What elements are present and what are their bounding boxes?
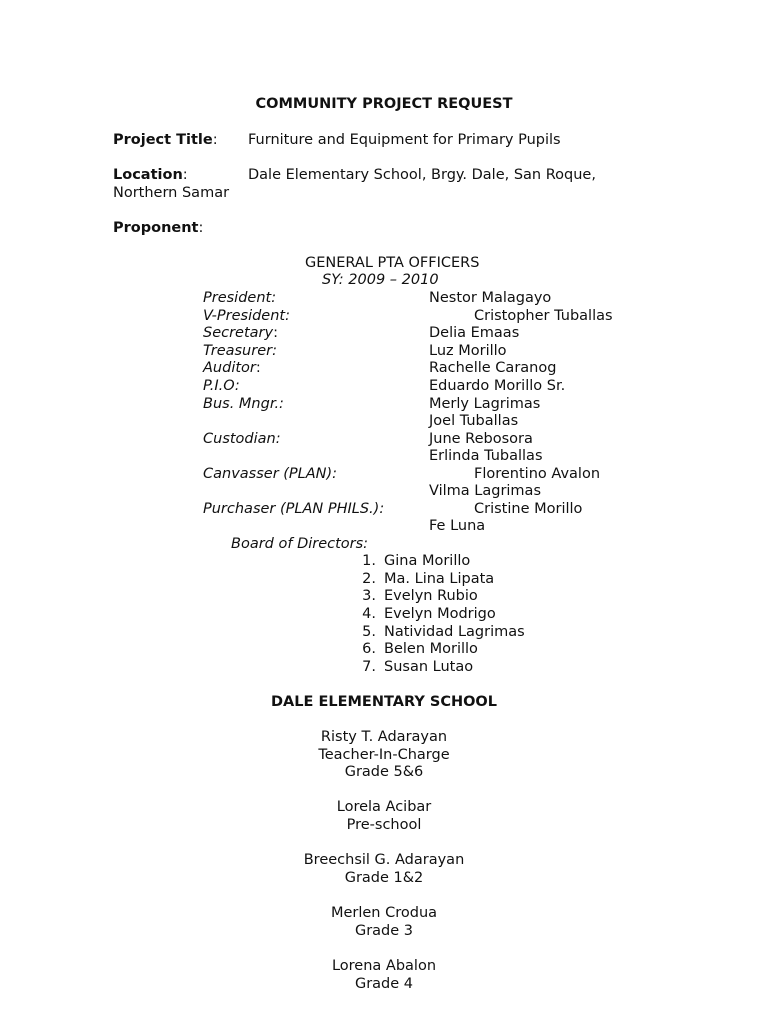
list-item-name: Natividad Lagrimas	[384, 624, 525, 640]
officer-name: Fe Luna	[429, 518, 486, 534]
officer-position-wrap	[203, 360, 261, 378]
project-title-label: Project Title	[113, 132, 213, 148]
project-title-colon: :	[212, 132, 218, 148]
staff-grade: Grade 4	[354, 976, 414, 992]
list-item	[354, 624, 525, 642]
staff-grade: Pre-school	[346, 817, 422, 833]
officer-name: June Rebosora	[429, 431, 533, 447]
list-item-name: Susan Lutao	[384, 659, 474, 675]
document-title: COMMUNITY PROJECT REQUEST	[255, 96, 513, 112]
officer-position-colon: :	[273, 325, 278, 341]
list-item-name: Gina Morillo	[384, 553, 471, 569]
officer-name: Nestor Malagayo	[429, 290, 552, 306]
list-item-number: 7.	[362, 659, 376, 675]
officer-position: Treasurer:	[203, 343, 277, 359]
proponent-label: Proponent	[113, 220, 199, 236]
list-item-number: 5.	[362, 624, 376, 640]
board-heading: Board of Directors:	[231, 536, 369, 552]
staff-name: Merlen Crodua	[330, 905, 438, 921]
officer-name: Luz Morillo	[429, 343, 507, 359]
project-title-field	[113, 132, 218, 150]
officer-name: Rachelle Caranog	[429, 360, 557, 376]
staff-grade: Grade 5&6	[344, 764, 424, 780]
list-item-number: 2.	[362, 571, 376, 587]
staff-role: Teacher-In-Charge	[318, 747, 450, 763]
list-item	[354, 588, 478, 606]
officer-position: Purchaser (PLAN PHILS.):	[203, 501, 385, 517]
officer-position: Secretary	[203, 325, 274, 341]
officer-name: Cristine Morillo	[474, 501, 583, 517]
list-item-number: 3.	[362, 588, 376, 604]
officer-name: Vilma Lagrimas	[429, 483, 541, 499]
officer-position-colon: :	[255, 360, 261, 376]
officer-name: Erlinda Tuballas	[429, 448, 543, 464]
officer-name: Merly Lagrimas	[429, 396, 541, 412]
officer-name: Cristopher Tuballas	[474, 308, 613, 324]
project-title-value: Furniture and Equipment for Primary Pupils	[248, 132, 561, 148]
staff-name: Risty T. Adarayan	[320, 729, 448, 745]
staff-grade: Grade 1&2	[344, 870, 424, 886]
officer-name: Eduardo Morillo Sr.	[429, 378, 566, 394]
officer-name: Delia Emaas	[429, 325, 520, 341]
location-value-line2: Northern Samar	[113, 185, 230, 201]
location-colon: :	[182, 167, 188, 183]
location-label: Location	[113, 167, 183, 183]
officer-position-wrap	[203, 325, 278, 343]
list-item	[354, 571, 494, 589]
officer-position: Bus. Mngr.:	[203, 396, 284, 412]
officer-position: President:	[203, 290, 277, 306]
list-item-number: 6.	[362, 641, 376, 657]
officer-name: Florentino Avalon	[474, 466, 601, 482]
officer-position: Custodian:	[203, 431, 281, 447]
staff-name: Breechsil G. Adarayan	[303, 852, 465, 868]
officer-position: Canvasser (PLAN):	[203, 466, 338, 482]
officer-position: V-President:	[203, 308, 290, 324]
list-item-name: Evelyn Modrigo	[384, 606, 496, 622]
proponent-field	[113, 220, 203, 238]
list-item	[354, 553, 470, 571]
list-item-name: Belen Morillo	[384, 641, 478, 657]
location-value-line1: Dale Elementary School, Brgy. Dale, San Roque,	[248, 167, 596, 183]
staff-grade: Grade 3	[354, 923, 414, 939]
location-field	[113, 167, 188, 185]
list-item-name: Evelyn Rubio	[384, 588, 478, 604]
staff-name: Lorela Acibar	[336, 799, 432, 815]
school-heading: DALE ELEMENTARY SCHOOL	[271, 694, 497, 710]
proponent-colon: :	[198, 220, 204, 236]
list-item	[354, 659, 473, 677]
pta-heading: GENERAL PTA OFFICERS	[305, 255, 480, 271]
list-item-name: Ma. Lina Lipata	[384, 571, 495, 587]
list-item	[354, 641, 478, 659]
list-item-number: 4.	[362, 606, 376, 622]
staff-name: Lorena Abalon	[331, 958, 437, 974]
school-year: SY: 2009 – 2010	[322, 272, 439, 288]
officer-name: Joel Tuballas	[429, 413, 519, 429]
list-item	[354, 606, 496, 624]
officer-position: Auditor	[203, 360, 256, 376]
officer-position: P.I.O:	[203, 378, 240, 394]
list-item-number: 1.	[362, 553, 376, 569]
